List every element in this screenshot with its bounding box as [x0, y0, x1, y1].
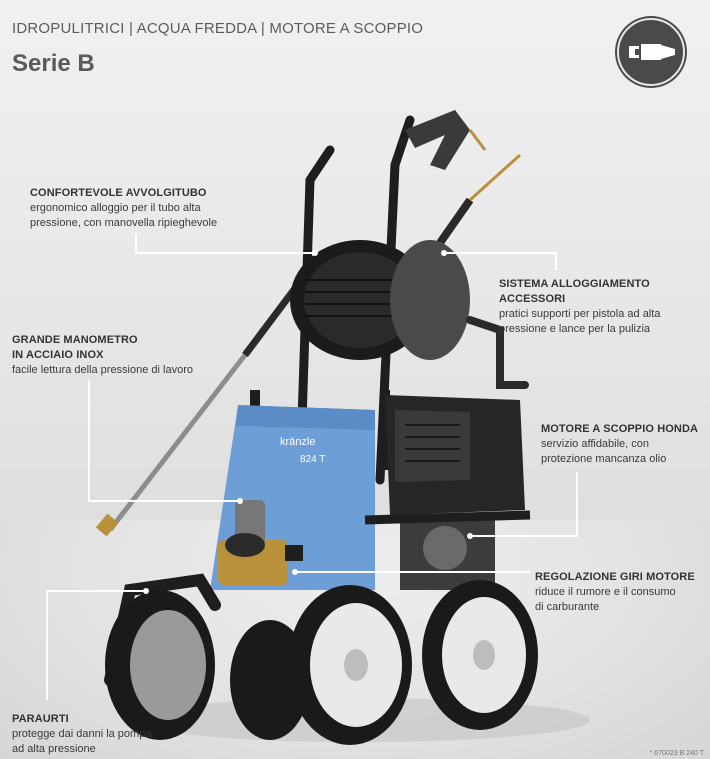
callout-hose-reel — [30, 186, 217, 231]
manometer-callout-line — [88, 380, 90, 502]
hose-reel-callout-dot — [312, 250, 318, 256]
callout-accessories — [499, 277, 710, 337]
model-label: 824 T — [300, 454, 326, 465]
callout-bumper-line2: ad alta pressione — [12, 743, 96, 755]
engine-callout-line-h — [470, 535, 578, 537]
brand-label: kränzle — [280, 436, 316, 448]
callout-rpm-line1: riduce il rumore e il consumo — [535, 586, 676, 598]
callout-accessories-title: SISTEMA ALLOGGIAMENTO ACCESSORI — [499, 278, 650, 305]
category-subtitle: IDROPULITRICI | ACQUA FREDDA | MOTORE A SCOPPIO — [12, 20, 424, 37]
engine-callout-line — [576, 472, 578, 536]
bumper-callout-line — [46, 590, 48, 700]
rpm-callout-line — [295, 571, 530, 573]
engine-callout-dot — [467, 533, 473, 539]
accessories-callout-dot — [441, 250, 447, 256]
callout-engine — [541, 422, 698, 467]
callout-rpm-title: REGOLAZIONE GIRI MOTORE — [535, 571, 695, 583]
callout-manometer — [12, 333, 193, 378]
callout-hose-reel-title: CONFORTEVOLE AVVOLGITUBO — [30, 187, 207, 199]
product-code-footnote: * 670023 B 240 T — [649, 750, 704, 757]
manometer-callout-line-h — [88, 500, 240, 502]
callout-bumper-line1: protegge dai danni la pompa — [12, 728, 152, 740]
callout-bumper-title: PARAURTI — [12, 713, 69, 725]
bumper-callout-line-h — [46, 590, 146, 592]
accessories-callout-line — [445, 252, 557, 254]
callout-manometer-title1: GRANDE MANOMETRO — [12, 334, 138, 346]
callout-engine-line1: servizio affidabile, con — [541, 438, 650, 450]
callout-bumper — [12, 712, 151, 757]
callout-accessories-line2: pressione e lance per la pulizia — [499, 323, 651, 335]
manometer-callout-dot — [237, 498, 243, 504]
callout-hose-reel-line2: pressione, con manovella ripieghevole — [30, 217, 218, 229]
hose-reel-callout-line — [135, 233, 137, 253]
callout-hose-reel-line1: ergonomico alloggio per il tubo alta — [30, 202, 201, 214]
callout-engine-title: MOTORE A SCOPPIO HONDA — [541, 423, 699, 435]
callout-rpm — [535, 570, 695, 615]
bumper-callout-dot — [143, 588, 149, 594]
accessories-callout-line-v — [555, 252, 557, 270]
callout-manometer-title2: IN ACCIAIO INOX — [12, 349, 104, 361]
hose-reel-callout-line-h — [135, 252, 315, 254]
callout-engine-line2: protezione mancanza olio — [541, 453, 667, 465]
callout-accessories-line1: pratici supporti per pistola ad alta — [499, 308, 661, 320]
callout-manometer-line1: facile lettura della pressione di lavoro — [12, 364, 193, 376]
page-title: Serie B — [12, 50, 95, 77]
rpm-callout-dot — [292, 569, 298, 575]
callout-rpm-line2: di carburante — [535, 601, 600, 613]
